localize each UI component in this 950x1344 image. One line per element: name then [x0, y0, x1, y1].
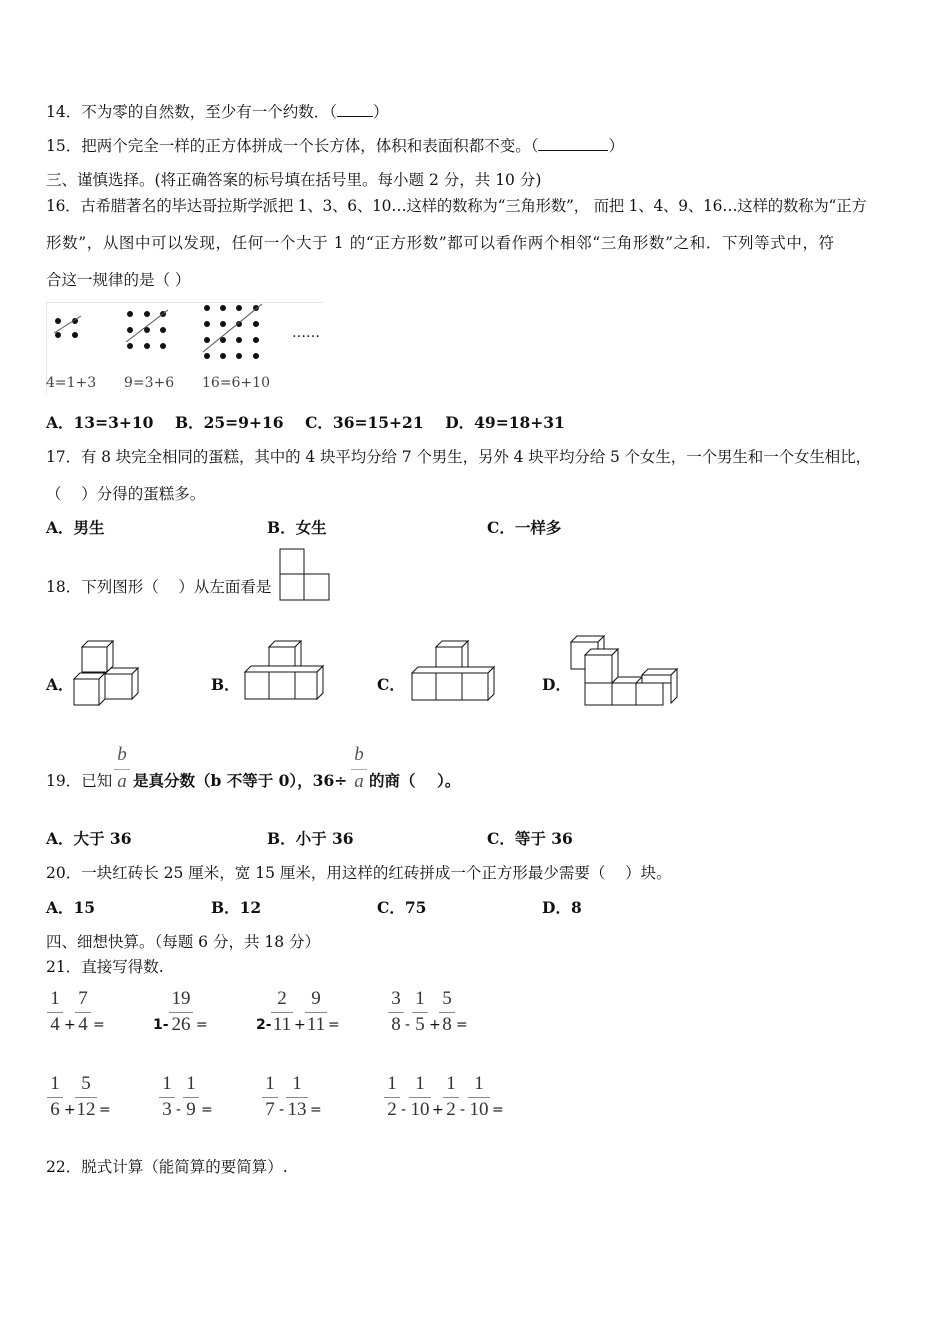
denominator: 9	[186, 1099, 196, 1120]
q17-line1: 17．有 8 块完全相同的蛋糕，其中的 4 块平均分给 7 个男生，另外 4 块平均分给 5 个女生，一个男生和一个女生相比，	[46, 448, 872, 466]
denominator: 12	[76, 1099, 96, 1120]
q17-option-c[interactable]: C．一样多	[487, 518, 562, 537]
fraction-bar	[75, 1012, 91, 1013]
numerator: 7	[78, 988, 88, 1009]
q20-option-d[interactable]: D．8	[542, 898, 582, 917]
numerator: 1	[292, 1073, 302, 1094]
q19-frac1-num: b	[117, 744, 127, 765]
operator: +	[429, 1017, 441, 1033]
q19-mid: 是真分数（b 不等于 0），36÷	[133, 771, 348, 790]
fraction-bar	[409, 1097, 431, 1098]
cube-figure-d	[568, 635, 680, 707]
equals: =	[492, 1102, 504, 1118]
q16-options[interactable]: A．13=3+10 B．25=9+16 C．36=15+21 D．49=18+31	[46, 413, 565, 432]
denominator: 4	[50, 1014, 60, 1035]
operator: -	[279, 1102, 285, 1118]
numerator: 19	[171, 988, 191, 1009]
numerator: 1	[265, 1073, 275, 1094]
equals: =	[93, 1017, 105, 1033]
q17-option-a[interactable]: A．男生	[46, 518, 105, 537]
denominator: 2	[446, 1099, 456, 1120]
numerator: 2	[277, 988, 287, 1009]
denominator: 3	[162, 1099, 172, 1120]
answer-blank[interactable]	[538, 136, 608, 151]
equals: =	[201, 1102, 213, 1118]
q19-frac1-den: a	[117, 771, 127, 792]
denominator: 8	[391, 1014, 401, 1035]
fraction-bar	[305, 1012, 327, 1013]
fraction-bar	[47, 1097, 63, 1098]
q14: 14．不为零的自然数，至少有一个约数．（ ）	[46, 103, 389, 121]
equals: =	[196, 1017, 208, 1033]
q19-frac2-bar	[351, 769, 367, 770]
fraction-bar	[47, 1012, 63, 1013]
prefix: 2-	[256, 1017, 272, 1033]
q20-option-a[interactable]: A．15	[46, 898, 96, 917]
denominator: 11	[272, 1014, 292, 1035]
equals: =	[328, 1017, 340, 1033]
denominator: 10	[410, 1099, 430, 1120]
denominator: 6	[50, 1099, 60, 1120]
q20-text: 20．一块红砖长 25 厘米，宽 15 厘米，用这样的红砖拼成一个正方形最少需要（ ）块。	[46, 864, 672, 882]
numerator: 1	[415, 988, 425, 1009]
q18-option-a[interactable]: A．	[46, 675, 74, 694]
operator: -	[460, 1102, 466, 1118]
prefix: 1-	[153, 1017, 169, 1033]
numerator: 1	[387, 1073, 397, 1094]
denominator: 26	[171, 1014, 191, 1035]
numerator: 5	[81, 1073, 91, 1094]
fig-label-16: 16=6+10	[202, 375, 270, 391]
fraction-bar	[183, 1097, 199, 1098]
fraction-bar	[468, 1097, 490, 1098]
operator: -	[176, 1102, 182, 1118]
fraction-bar	[271, 1012, 293, 1013]
denominator: 8	[442, 1014, 452, 1035]
operator: +	[64, 1102, 76, 1118]
fraction-bar	[75, 1097, 97, 1098]
numerator: 1	[162, 1073, 172, 1094]
q22-title: 22．脱式计算（能简算的要简算）.	[46, 1158, 288, 1176]
q18-option-c[interactable]: C．	[377, 675, 405, 694]
denominator: 2	[387, 1099, 397, 1120]
fraction-bar	[412, 1012, 428, 1013]
denominator: 10	[469, 1099, 489, 1120]
q19-suffix: 的商（ ）。	[369, 771, 461, 790]
cube-figure-c	[410, 640, 500, 706]
fraction-bar	[388, 1012, 404, 1013]
fraction-bar	[384, 1097, 400, 1098]
operator: +	[294, 1017, 306, 1033]
q16-line2: 形数”，从图中可以发现，任何一个大于 1 的“正方形数”都可以看作两个相邻“三角形数”之和．下列等式中，符	[46, 234, 835, 252]
q19-frac2-num: b	[354, 744, 364, 765]
denominator: 7	[265, 1099, 275, 1120]
q19-frac2-den: a	[354, 771, 364, 792]
fraction-bar	[286, 1097, 308, 1098]
q18-text: 18．下列图形（ ）从左面看是	[46, 578, 272, 596]
fraction-bar	[439, 1012, 455, 1013]
fig-label-4: 4=1+3	[46, 375, 97, 391]
numerator: 1	[50, 988, 60, 1009]
fraction-bar	[169, 1012, 193, 1013]
operator: +	[64, 1017, 76, 1033]
fraction-bar	[443, 1097, 459, 1098]
q19-prefix: 19．已知	[46, 772, 113, 790]
figurate-number-figure	[46, 302, 324, 394]
denominator: 13	[287, 1099, 307, 1120]
equals: =	[310, 1102, 322, 1118]
q20-option-c[interactable]: C．75	[377, 898, 427, 917]
q18-option-b[interactable]: B．	[211, 675, 240, 694]
equals: =	[99, 1102, 111, 1118]
q19-frac1-bar	[114, 769, 130, 770]
numerator: 1	[50, 1073, 60, 1094]
q20-option-b[interactable]: B．12	[211, 898, 262, 917]
q17-line2: （ ）分得的蛋糕多。	[46, 485, 206, 503]
numerator: 1	[474, 1073, 484, 1094]
denominator: 4	[78, 1014, 88, 1035]
operator: +	[432, 1102, 444, 1118]
q19-option-b[interactable]: B．小于 36	[267, 829, 354, 848]
numerator: 5	[442, 988, 452, 1009]
numerator: 3	[391, 988, 401, 1009]
answer-blank[interactable]	[337, 102, 373, 117]
q15: 15．把两个完全一样的正方体拼成一个长方体，体积和表面积都不变。（ ）	[46, 137, 624, 155]
cube-figure-b	[243, 640, 333, 706]
fig-ellipsis: ……	[292, 325, 320, 341]
numerator: 1	[446, 1073, 456, 1094]
equals: =	[456, 1017, 468, 1033]
q16-line1: 16．古希腊著名的毕达哥拉斯学派把 1、3、6、10…这样的数称为“三角形数”， 而把 1、4、9、16…这样的数称为“正方	[46, 197, 867, 215]
section-4-heading: 四、细想快算。（每题 6 分，共 18 分）	[46, 933, 321, 951]
q16-line3: 合这一规律的是（ ）	[46, 271, 191, 289]
q19-option-c[interactable]: C．等于 36	[487, 829, 573, 848]
numerator: 9	[311, 988, 321, 1009]
operator: -	[401, 1102, 407, 1118]
denominator: 5	[415, 1014, 425, 1035]
q19-option-a[interactable]: A．大于 36	[46, 829, 132, 848]
fraction-bar	[159, 1097, 175, 1098]
denominator: 11	[306, 1014, 326, 1035]
left-view-shape	[279, 548, 331, 602]
fig-label-9: 9=3+6	[124, 375, 175, 391]
q17-option-b[interactable]: B．女生	[267, 518, 327, 537]
section-3-heading: 三、谨慎选择。(将正确答案的标号填在括号里。每小题 2 分，共 10 分)	[46, 171, 542, 189]
numerator: 1	[415, 1073, 425, 1094]
q18-option-d[interactable]: D．	[542, 675, 571, 694]
q21-title: 21．直接写得数.	[46, 958, 164, 976]
operator: -	[405, 1017, 411, 1033]
cube-figure-a	[72, 637, 144, 707]
fraction-bar	[262, 1097, 278, 1098]
numerator: 1	[186, 1073, 196, 1094]
